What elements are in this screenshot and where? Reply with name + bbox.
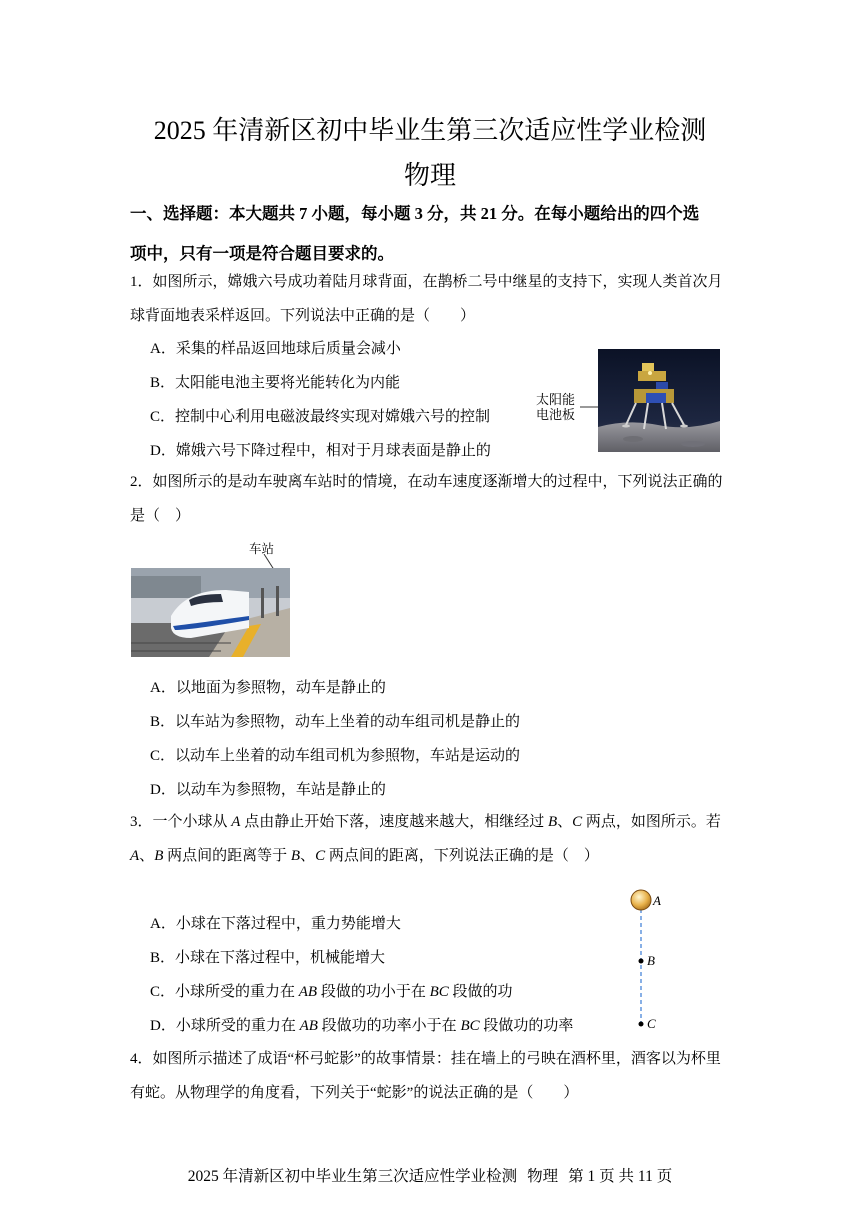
point-c-dot [639, 1022, 644, 1027]
lunar-lander-image [598, 349, 720, 452]
q3-option-d: D．小球所受的重力在 AB 段做功的功率小于在 BC 段做功的功率 [150, 1018, 574, 1034]
q3-line1: 3．一个小球从 A 点由静止开始下落，速度越来越大，相继经过 B、C 两点，如图所示。若 [130, 814, 721, 830]
q2-option-b: B．以车站为参照物，动车上坐着的动车组司机是静止的 [150, 714, 521, 730]
section-heading [130, 194, 740, 274]
q3-line2: A、B 两点间的距离等于 B、C 两点间的距离，下列说法正确的是（ ） [130, 848, 599, 864]
footer-page-number: 第 1 页 共 11 页 [568, 1168, 673, 1185]
point-c-label: C [647, 1016, 656, 1031]
question-1-stem [130, 265, 740, 333]
q4-line2: 有蛇。从物理学的角度看，下列关于“蛇影”的说法正确的是（ ） [130, 1085, 579, 1101]
page-subtitle: 物理 [403, 161, 456, 190]
q3-option-b: B．小球在下落过程中，机械能增大 [150, 950, 386, 966]
page-title: 2025 年清新区初中毕业生第三次适应性学业检测 [153, 116, 707, 145]
q2-option-c: C．以动车上坐着的动车组司机为参照物，车站是运动的 [150, 748, 521, 764]
station-label: 车站 [249, 542, 275, 556]
q4-line1: 4．如图所示描述了成语“杯弓蛇影”的故事情景：挂在墙上的弓映在酒杯里，酒客以为杯里 [130, 1051, 721, 1067]
solar-panel-label [536, 392, 575, 422]
q2-line1: 2．如图所示的是动车驶离车站时的情境，在动车速度逐渐增大的过程中，下列说法正确的 [130, 474, 723, 490]
q1-line1: 1．如图所示，嫦娥六号成功着陆月球背面，在鹊桥二号中继星的支持下，实现人类首次月 [130, 274, 723, 290]
question-4-stem [130, 1042, 740, 1110]
q1-line2: 球背面地表采样返回。下列说法中正确的是（ ） [130, 308, 476, 324]
q1-option-d: D．嫦娥六号下降过程中，相对于月球表面是静止的 [150, 443, 491, 459]
q3-option-a: A．小球在下落过程中，重力势能增大 [150, 916, 401, 932]
q2-option-a: A．以地面为参照物，动车是静止的 [150, 680, 386, 696]
section-heading-line1: 一、选择题：本大题共 7 小题，每小题 3 分，共 21 分。在每小题给出的四个选 [130, 204, 700, 223]
q2-option-d: D．以动车为参照物，车站是静止的 [150, 782, 386, 798]
q3-option-c: C．小球所受的重力在 AB 段做的功小于在 BC 段做的功 [150, 984, 513, 1000]
solar-panel-label-line1: 太阳能 [536, 392, 576, 407]
section-heading-line2: 项中，只有一项是符合题目要求的。 [130, 244, 394, 263]
q1-option-b: B．太阳能电池主要将光能转化为内能 [150, 375, 401, 391]
q1-option-a: A．采集的样品返回地球后质量会减小 [150, 341, 401, 357]
question-2-stem [130, 465, 740, 533]
point-b-dot [639, 959, 644, 964]
point-b-label: B [647, 953, 655, 968]
solar-panel-pointer [580, 402, 600, 412]
point-a-label: A [653, 893, 661, 908]
footer-subject: 物理 [527, 1168, 559, 1185]
q1-option-c: C．控制中心利用电磁波最终实现对嫦娥六号的控制 [150, 409, 491, 425]
solar-panel-label-line2: 电池板 [536, 407, 576, 422]
q2-line2: 是（ ） [130, 508, 191, 524]
ball-icon [631, 890, 651, 910]
footer-exam-name: 2025 年清新区初中毕业生第三次适应性学业检测 [187, 1168, 518, 1185]
question-3-stem [130, 805, 740, 873]
page-footer [0, 1164, 860, 1186]
bullet-train-image [131, 568, 290, 657]
